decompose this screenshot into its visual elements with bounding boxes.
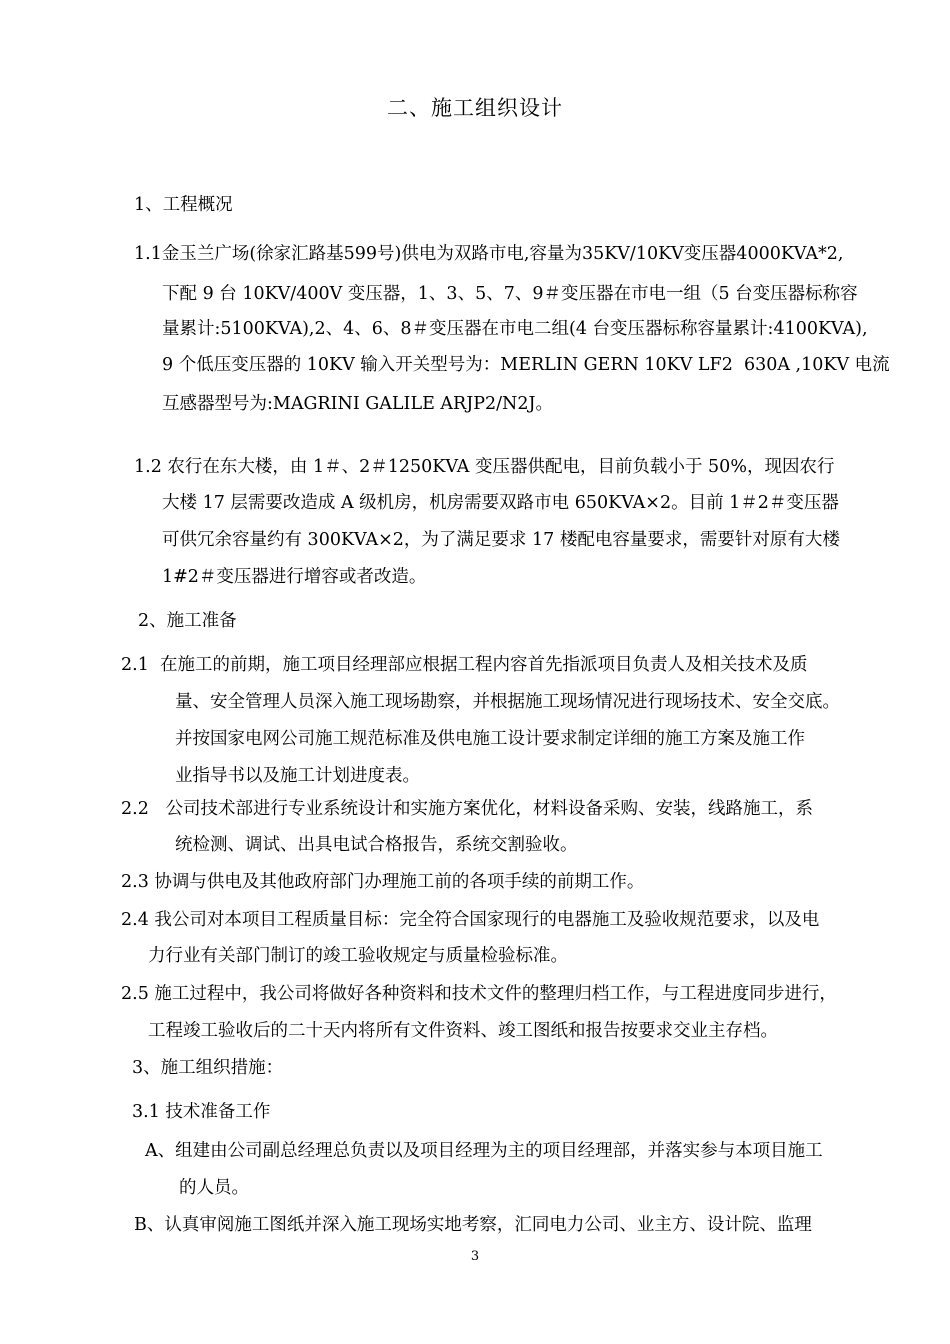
text-line: 2.2 公司技术部进行专业系统设计和实施方案优化，材料设备采购、安装，线路施工，系 xyxy=(121,799,814,819)
text-line: 1.2 农行在东大楼，由 1＃、2＃1250KVA 变压器供配电，目前负载小于 50%，现因农行 xyxy=(134,457,835,477)
text-line: 工程竣工验收后的二十天内将所有文件资料、竣工图纸和报告按要求交业主存档。 xyxy=(148,1021,778,1041)
text-line: 的人员。 xyxy=(179,1178,249,1198)
text-line: 1.1金玉兰广场(徐家汇路基599号)供电为双路市电,容量为35KV/10KV变压器4000KVA*2, xyxy=(134,244,844,264)
text-line: 下配 9 台 10KV/400V 变压器，1、3、5、7、9＃变压器在市电一组（5 台变压器标称容 xyxy=(162,284,858,304)
text-line: 统检测、调试、出具电试合格报告，系统交割验收。 xyxy=(175,835,578,855)
text-line: 大楼 17 层需要改造成 A 级机房，机房需要双路市电 650KVA×2。目前 1＃2＃变压器 xyxy=(162,493,839,513)
text-line: 2.3 协调与供电及其他政府部门办理施工前的各项手续的前期工作。 xyxy=(121,872,645,892)
text-line: 9 个低压变压器的 10KV 输入开关型号为：MERLIN GERN 10KV LF2 630A ,10KV 电流 xyxy=(162,355,890,375)
section-heading: 1、工程概况 xyxy=(134,195,233,215)
subsection-heading: 3.1 技术准备工作 xyxy=(132,1102,271,1122)
page-title: 二、施工组织设计 xyxy=(387,96,563,120)
text-line: 并按国家电网公司施工规范标准及供电施工设计要求制定详细的施工方案及施工作 xyxy=(175,729,805,749)
text-line: 业指导书以及施工计划进度表。 xyxy=(175,766,420,786)
text-line: 互感器型号为:MAGRINI GALILE ARJP2/N2J。 xyxy=(162,394,554,414)
text-line: A、组建由公司副总经理总负责以及项目经理为主的项目经理部，并落实参与本项目施工 xyxy=(145,1141,823,1161)
text-line: 2.1 在施工的前期，施工项目经理部应根据工程内容首先指派项目负责人及相关技术及质 xyxy=(121,655,808,675)
page-number: 3 xyxy=(470,1249,480,1264)
section-heading: 3、施工组织措施： xyxy=(132,1058,284,1078)
text-line: 可供冗余容量约有 300KVA×2，为了满足要求 17 楼配电容量要求，需要针对原有大楼 xyxy=(162,530,840,550)
text-line: B、认真审阅施工图纸并深入施工现场实地考察，汇同电力公司、业主方、设计院、监理 xyxy=(134,1215,812,1235)
section-heading: 2、施工准备 xyxy=(138,611,237,631)
text-line: 2.4 我公司对本项目工程质量目标：完全符合国家现行的电器施工及验收规范要求，以及电 xyxy=(121,910,820,930)
text-line: 力行业有关部门制订的竣工验收规定与质量检验标准。 xyxy=(148,946,568,966)
text-line: 1#2＃变压器进行增容或者改造。 xyxy=(162,567,427,587)
text-line: 2.5 施工过程中，我公司将做好各种资料和技术文件的整理归档工作，与工程进度同步进行， xyxy=(121,984,837,1004)
text-line: 量、安全管理人员深入施工现场勘察，并根据施工现场情况进行现场技术、安全交底。 xyxy=(175,692,840,712)
text-line: 量累计:5100KVA),2、4、6、8＃变压器在市电二组(4 台变压器标称容量累计:4100KVA), xyxy=(162,319,868,339)
